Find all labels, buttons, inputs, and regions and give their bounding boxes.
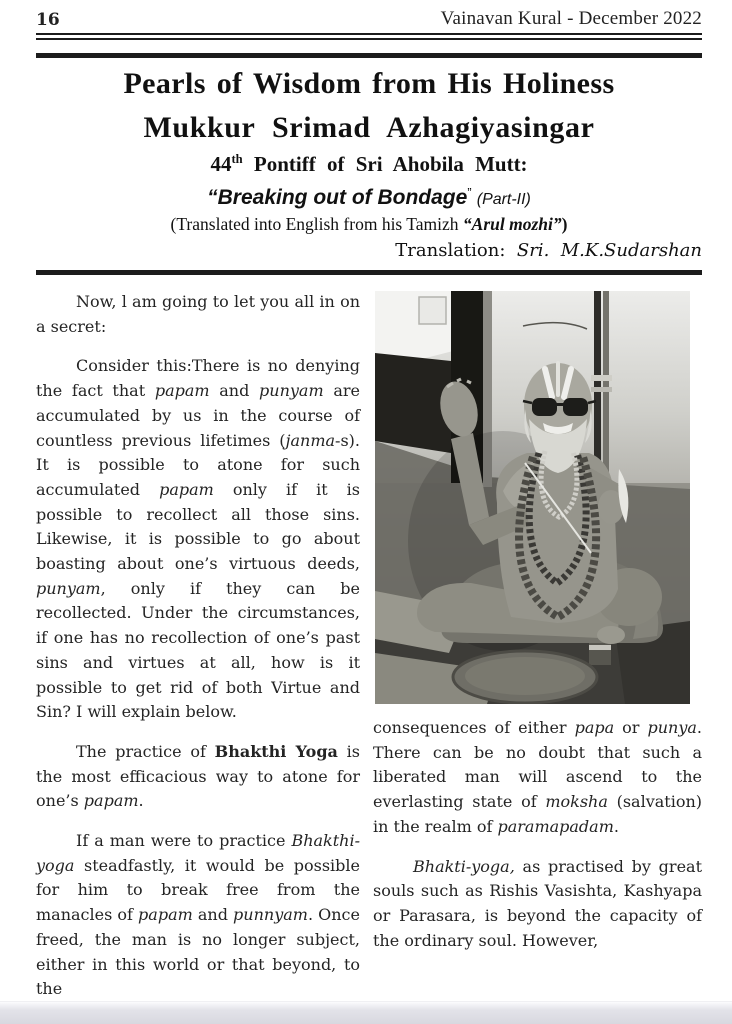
article-title-block <box>36 67 702 261</box>
paragraph: If a man were to practice Bhakthi-yoga steadfastly, it would be possible for him to break free from the manacles of papam and punnyam. Once freed, the man is no longer subject, either in this world or that beyond, to the <box>36 831 360 999</box>
article-subtitle: “Breaking out of Bondage” (Part-II) <box>207 186 531 209</box>
article-title-line-1: Pearls of Wisdom from His Holiness <box>123 67 615 100</box>
top-rule <box>36 53 702 58</box>
paragraph: Now, l am going to let you all in on a secret: <box>36 292 360 336</box>
journal-title: Vainavan Kural - December 2022 <box>440 8 702 29</box>
page-number: 16 <box>36 10 60 30</box>
pontiff-photo <box>375 291 690 704</box>
title-bottom-rule <box>36 270 702 275</box>
translator-credit: Translation: Sri. M.K.Sudarshan <box>395 240 702 261</box>
article-body <box>36 290 702 1017</box>
right-column <box>373 290 702 1017</box>
header-rule <box>36 33 702 40</box>
article-title-line-2: Mukkur Srimad Azhagiyasingar <box>143 111 595 144</box>
running-header <box>36 8 702 30</box>
paragraph: Consider this:There is no denying the fact that papam and punyam are accumulated by us in the course of countless previous lifetimes (janma-s). It is possible to atone for such accumulated papam only if it is possible to recollect all those sins. Likewise, it is possible to go about boasting about one’s virtuous deeds, punyam, only if they can be recollected. Under the circumstances, if one has no recollection of one’s past sins and virtues at all, how is it possible to get rid of both Virtue and Sin? I will explain below. <box>36 356 361 722</box>
page-content <box>36 8 702 1017</box>
left-column <box>36 290 360 1017</box>
window-bottom-bar <box>0 1001 732 1024</box>
paragraph: Bhakti-yoga, as practised by great souls such as Rishis Vasishta, Kashyapa or Parasara, is beyond the capacity of the ordinary soul. However, <box>373 856 702 950</box>
paragraph: The practice of Bhakthi Yoga is the most efficacious way to atone for one’s papam. <box>36 741 361 811</box>
pontiff-photo-image <box>375 291 690 704</box>
article-title-line-3: 44th Pontiff of Sri Ahobila Mutt: <box>210 152 528 176</box>
translated-note: (Translated into English from his Tamizh “Arul mozhi”) <box>170 214 568 234</box>
paragraph: consequences of either papa or punya. There can be no doubt that such a liberated man will ascend to the everlasting state of moksha (salvation) in the realm of paramapadam. <box>373 718 703 836</box>
